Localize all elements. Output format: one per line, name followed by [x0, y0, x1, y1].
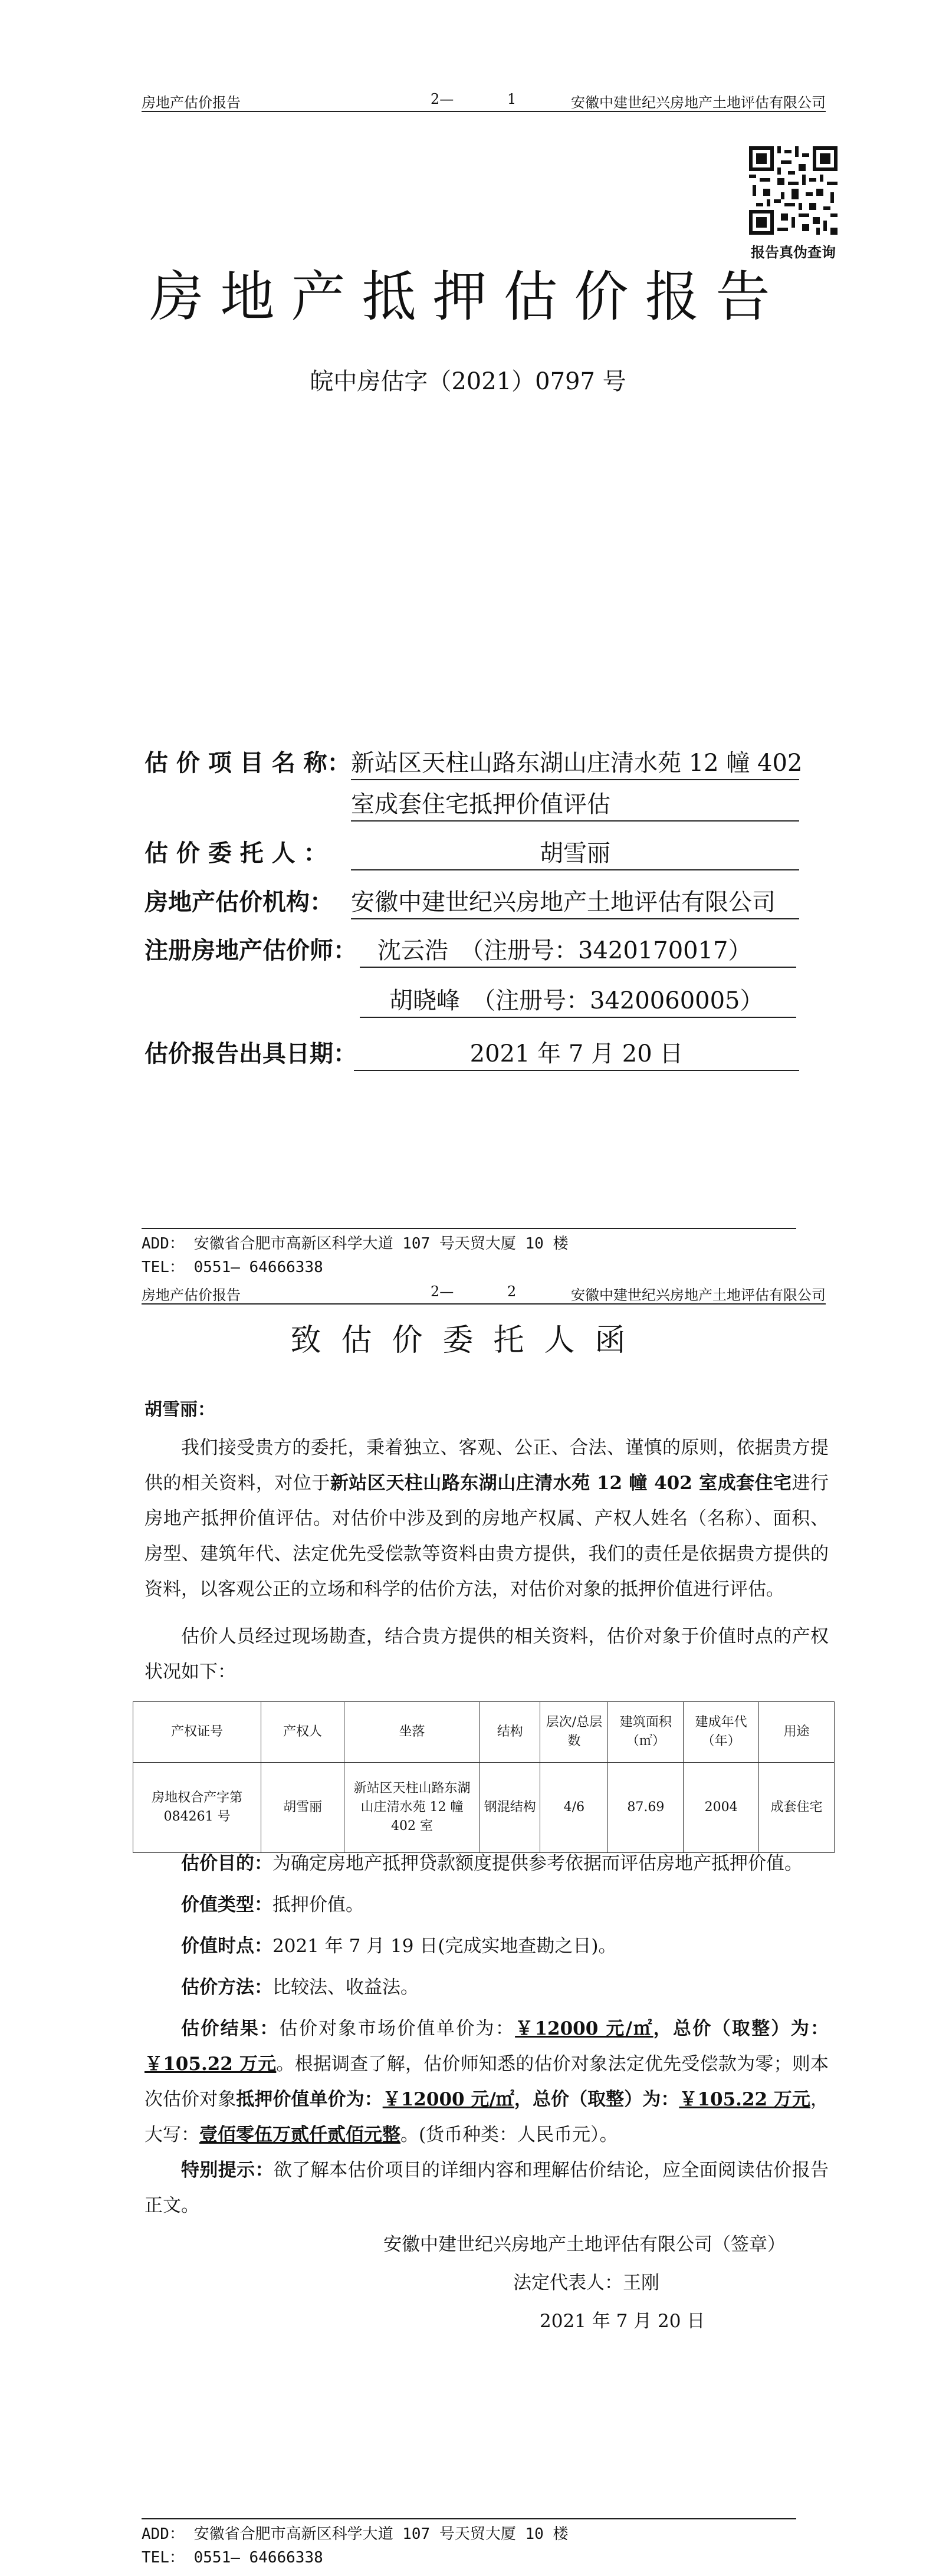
- header-report-name: 房地产估价报告: [142, 94, 241, 111]
- result-text-d: 抵押价值单价为：: [236, 2089, 383, 2110]
- table-cell: 87.69: [608, 1763, 684, 1853]
- table-header-cell: 层次/总层数: [540, 1702, 608, 1763]
- document-number: 皖中房估字（2021）0797 号: [310, 368, 626, 395]
- table-row: [133, 1763, 835, 1853]
- notice-text: 欲了解本估价项目的详细内容和理解估价结论，应全面阅读估价报告正文。: [144, 2160, 829, 2216]
- footer-phone: TEL： 0551— 64666338: [142, 2549, 323, 2567]
- result-text-a: 估价对象市场价值单价为：: [279, 2018, 515, 2039]
- header-page-number: 2: [507, 1283, 517, 1300]
- property-address: 新站区天柱山路东湖山庄清水苑 12 幢 402 室成套住宅: [330, 1473, 792, 1494]
- amount-in-words: 壹佰零伍万贰仟贰佰元整: [199, 2124, 400, 2145]
- mortgage-total-price: ￥105.22 万元: [679, 2089, 811, 2110]
- client-value: 胡雪丽: [351, 834, 799, 870]
- appraiser-2: 胡晓峰 （注册号：3420060005）: [360, 982, 796, 1018]
- entrustment-letter-page: [0, 1280, 936, 2576]
- footer-address: ADD： 安徽省合肥市高新区科学大道 107 号天贸大厦 10 楼: [142, 1235, 569, 1253]
- table-cell: 房地权合产字第 084261 号: [133, 1763, 261, 1853]
- market-unit-price: ￥12000 元/㎡: [515, 2018, 653, 2039]
- special-notice: [144, 2153, 829, 2223]
- letter-date: 2021 年 7 月 20 日: [540, 2311, 705, 2332]
- table-header-cell: 建筑面积（㎡）: [608, 1702, 684, 1763]
- valuation-purpose: [144, 1846, 829, 1881]
- para1-body: 进行房地产抵押价值评估。对估价中涉及到的房地产权属、产权人姓名（名称）、面积、房型、建筑年代、法定优先受偿款等资料由贵方提供，我们的责任是依据贵方提供的资料，以客观公正的立场和科学的估价方法，对估价对象的抵押价值进行评估。: [144, 1473, 829, 1600]
- appraiser-row: [144, 932, 357, 965]
- client-label: 估 价 委 托 人 ：: [144, 839, 327, 867]
- value-type: [144, 1887, 829, 1923]
- qr-code-icon[interactable]: [749, 146, 838, 235]
- footer-divider: [142, 1228, 796, 1229]
- result-text-e: ，总价（取整）为：: [514, 2089, 679, 2110]
- letter-paragraph-2: 估价人员经过现场勘查，结合贵方提供的相关资料，估价对象于价值时点的产权状况如下：: [144, 1626, 829, 1683]
- table-cell: 胡雪丽: [261, 1763, 344, 1853]
- mortgage-unit-price: ￥12000 元/㎡: [382, 2089, 514, 2110]
- table-cell: 新站区天柱山路东湖山庄清水苑 12 幢 402 室: [344, 1763, 480, 1853]
- result-label: 估价结果：: [181, 2018, 280, 2039]
- market-total-price: ￥105.22 万元: [144, 2053, 277, 2075]
- footer-phone: TEL： 0551— 64666338: [142, 1259, 323, 1276]
- method-label: 估价方法：: [181, 1977, 272, 1998]
- appraiser-label: 注册房地产估价师：: [144, 937, 357, 964]
- purpose-text: 为确定房地产抵押贷款额度提供参考依据而评估房地产抵押价值。: [272, 1853, 803, 1874]
- report-title: 房地产抵押估价报告: [149, 265, 787, 328]
- letter-title: 致估价委托人函: [290, 1323, 646, 1358]
- table-header-cell: 用途: [759, 1702, 835, 1763]
- notice-label: 特别提示：: [181, 2160, 274, 2181]
- agency-row: [144, 883, 351, 917]
- value-date-text: 2021 年 7 月 19 日(完成实地查勘之日)。: [272, 1936, 617, 1957]
- table-header-cell: 产权证号: [133, 1702, 261, 1763]
- table-header-cell: 坐落: [344, 1702, 480, 1763]
- value-date: [144, 1928, 829, 1964]
- result-text-c: 。根据调查了解，估价师知悉的估价对象法定优先受偿款为零；则本次估价对象: [144, 2053, 829, 2110]
- appraiser-1: 沈云浩 （注册号：3420170017）: [360, 932, 796, 968]
- qr-caption: 报告真伪查询: [751, 244, 836, 261]
- method-text: 比较法、收益法。: [272, 1977, 419, 1998]
- table-header-cell: 产权人: [261, 1702, 344, 1763]
- table-cell: 成套住宅: [759, 1763, 835, 1853]
- project-name-row: [144, 744, 351, 778]
- value-type-label: 价值类型：: [181, 1894, 272, 1915]
- table-header-cell: 建成年代（年）: [684, 1702, 759, 1763]
- issue-date-label: 估价报告出具日期：: [144, 1040, 357, 1067]
- header-report-name: 房地产估价报告: [142, 1287, 241, 1303]
- legal-representative: 法定代表人：王刚: [513, 2272, 659, 2294]
- valuation-method: [144, 1970, 829, 2005]
- agency-label: 房地产估价机构：: [144, 888, 333, 916]
- signatory-company: 安徽中建世纪兴房地产土地评估有限公司（签章）: [383, 2234, 786, 2255]
- project-name-line2: 室成套住宅抵押价值评估: [351, 786, 799, 822]
- salutation: 胡雪丽：: [144, 1399, 215, 1420]
- header-page-number: 1: [507, 91, 517, 107]
- table-header-cell: 结构: [480, 1702, 540, 1763]
- page-header: [142, 1280, 826, 1305]
- table-cell: 2004: [684, 1763, 759, 1853]
- result-text-g: 。(货币种类：人民币元）。: [400, 2124, 618, 2145]
- agency-value: 安徽中建世纪兴房地产土地评估有限公司: [351, 883, 799, 919]
- letter-paragraph-1: [144, 1430, 829, 1607]
- project-name-label: 估 价 项 目 名 称：: [144, 749, 351, 777]
- issue-date-row: [144, 1035, 357, 1069]
- value-date-label: 价值时点：: [181, 1936, 272, 1957]
- footer-divider: [142, 2518, 796, 2519]
- result-text-f: ，大写：: [144, 2089, 829, 2145]
- header-section-number: 2—: [431, 91, 454, 107]
- footer-address: ADD： 安徽省合肥市高新区科学大道 107 号天贸大厦 10 楼: [142, 2525, 569, 2543]
- client-row: [144, 834, 351, 868]
- table-header-row: [133, 1702, 835, 1763]
- result-text-b: ，总价（取整）为：: [653, 2018, 829, 2039]
- para1-intro: 我们接受贵方的委托，秉着独立、客观、公正、合法、谨慎的原则，依据贵方提供的相关资料，对位于: [144, 1437, 829, 1494]
- issue-date-value: 2021 年 7 月 20 日: [354, 1035, 799, 1071]
- header-company-name: 安徽中建世纪兴房地产土地评估有限公司: [571, 1287, 826, 1303]
- property-rights-table: [133, 1701, 835, 1853]
- page-header: [142, 87, 826, 112]
- report-cover-page: [0, 0, 936, 1280]
- table-cell: 4/6: [540, 1763, 608, 1853]
- value-type-text: 抵押价值。: [272, 1894, 364, 1915]
- header-company-name: 安徽中建世纪兴房地产土地评估有限公司: [571, 94, 826, 111]
- project-name-line1: 新站区天柱山路东湖山庄清水苑 12 幢 402: [351, 744, 799, 780]
- table-cell: 钢混结构: [480, 1763, 540, 1853]
- purpose-label: 估价目的：: [181, 1853, 272, 1874]
- valuation-result: [144, 2011, 829, 2153]
- header-section-number: 2—: [431, 1283, 454, 1300]
